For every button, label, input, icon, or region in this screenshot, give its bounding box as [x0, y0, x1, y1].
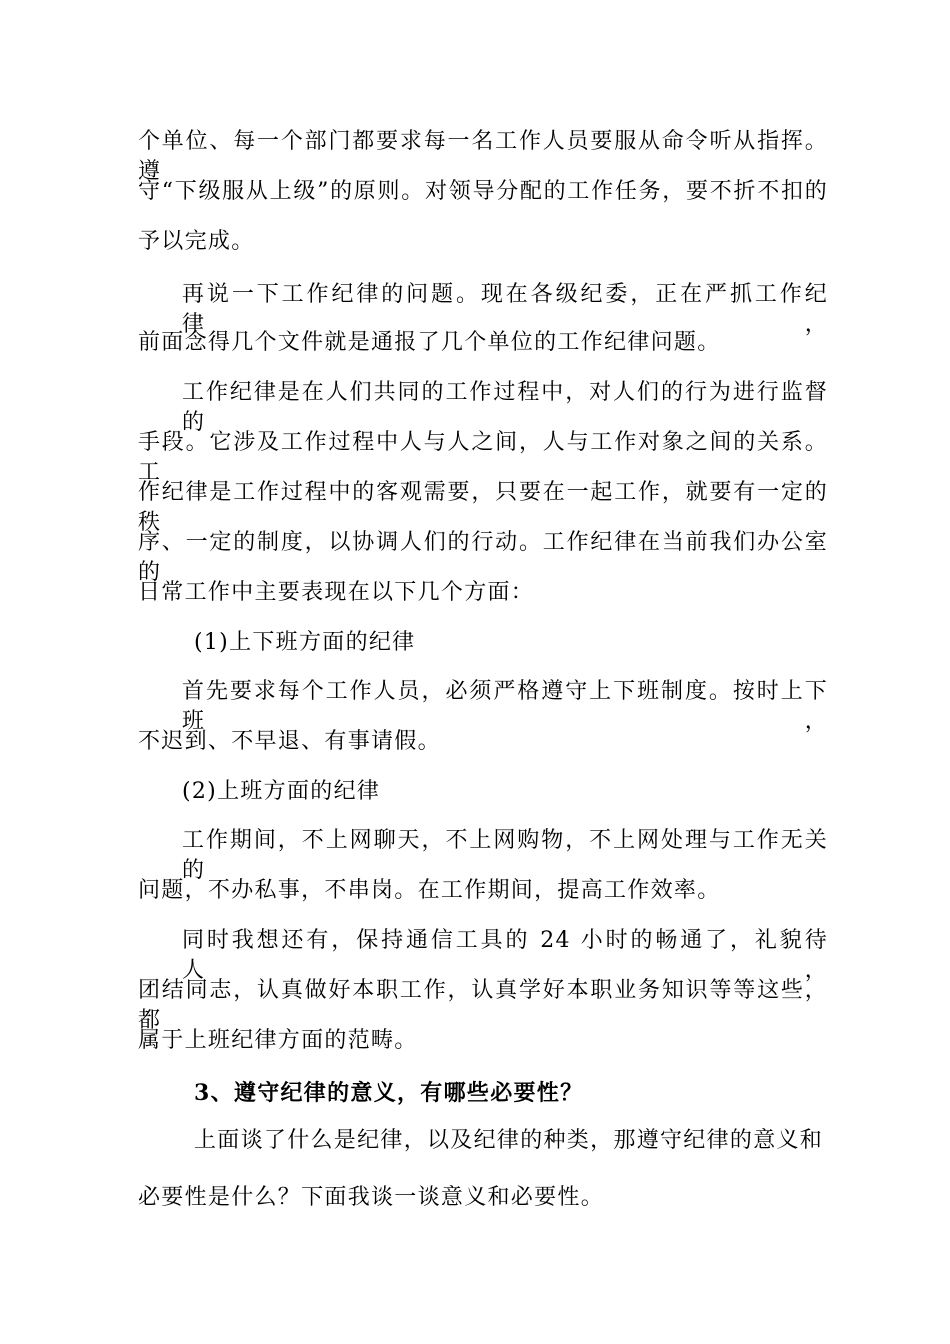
- text-line: 团结同志，认真做好本职工作，认真学好本职业务知识等等这些，都: [138, 978, 828, 1033]
- section-heading: (1)上下班方面的纪律: [194, 630, 416, 655]
- text-line: 同时我想还有，保持通信工具的 24 小时的畅通了，礼貌待人，: [182, 928, 828, 983]
- text-line: 属于上班纪律方面的范畴。: [138, 1028, 418, 1053]
- text-line: 前面念得几个文件就是通报了几个单位的工作纪律问题。: [138, 330, 721, 355]
- text-line: 必要性是什么？下面我谈一谈意义和必要性。: [138, 1185, 605, 1210]
- text-line: 日常工作中主要表现在以下几个方面：: [138, 580, 535, 605]
- text-line: 首先要求每个工作人员，必须严格遵守上下班制度。按时上下班，: [182, 679, 828, 734]
- text-line: 序、一定的制度，以协调人们的行动。工作纪律在当前我们办公室的: [138, 530, 828, 585]
- text-line: 不迟到、不早退、有事请假。: [138, 729, 441, 754]
- text-line: 予以完成。: [138, 229, 255, 254]
- text-line: 再说一下工作纪律的问题。现在各级纪委，正在严抓工作纪律，: [182, 282, 828, 337]
- text-line: 工作纪律是在人们共同的工作过程中，对人们的行为进行监督的: [182, 380, 828, 435]
- text-line: 作纪律是工作过程中的客观需要，只要在一起工作，就要有一定的秩: [138, 480, 828, 535]
- section-heading: (2)上班方面的纪律: [182, 779, 381, 804]
- text-line: 手段。它涉及工作过程中人与人之间，人与工作对象之间的关系。工: [138, 430, 828, 485]
- text-line: 工作期间，不上网聊天，不上网购物，不上网处理与工作无关的: [182, 828, 828, 883]
- text-line: 守“下级服从上级”的原则。对领导分配的工作任务，要不折不扣的: [138, 179, 828, 204]
- text-line: 上面谈了什么是纪律，以及纪律的种类，那遵守纪律的意义和: [194, 1128, 824, 1153]
- text-line: 个单位、每一个部门都要求每一名工作人员要服从命令听从指挥。遵: [138, 129, 828, 184]
- section-heading-bold: 3、遵守纪律的意义，有哪些必要性？: [194, 1080, 584, 1106]
- text-line: 问题，不办私事，不串岗。在工作期间，提高工作效率。: [138, 878, 721, 903]
